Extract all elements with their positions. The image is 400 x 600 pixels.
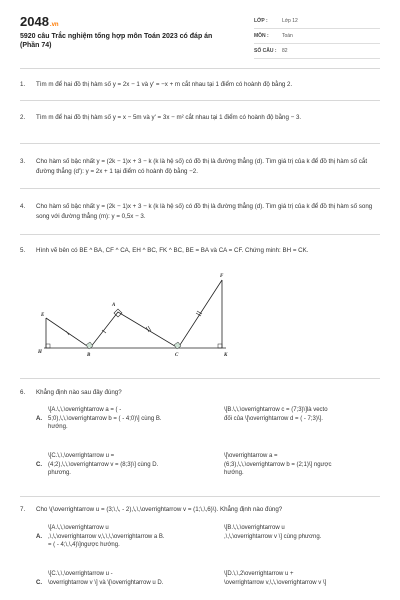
meta-class-value: Lớp 12 bbox=[282, 18, 298, 24]
divider bbox=[20, 234, 380, 235]
question-1 bbox=[20, 80, 380, 90]
divider bbox=[20, 68, 380, 69]
divider bbox=[20, 378, 380, 379]
document-header bbox=[20, 14, 380, 74]
question-4 bbox=[20, 202, 380, 222]
document-title: 5920 câu Trắc nghiệm tổng hợp môn Toán 2023 có đáp án (Phần 74) bbox=[20, 33, 213, 49]
option-text-line: (6;3),\,\,\overrightarrow b = (2;1)\] ngược bbox=[224, 461, 332, 468]
segment-ebaccf bbox=[46, 280, 222, 348]
question-number: 4. bbox=[20, 203, 26, 210]
label-f: F bbox=[220, 274, 224, 279]
option-text-line: hướng. bbox=[224, 470, 244, 476]
option-text-line: \[A.\,\,\overrightarrow a = ( - bbox=[48, 407, 122, 413]
option-c[interactable] bbox=[36, 452, 204, 478]
right-angle-k bbox=[218, 344, 222, 348]
option-c[interactable] bbox=[36, 570, 204, 587]
option-text-line: \[B.\,\,\overrightarrow u bbox=[224, 525, 285, 531]
question-number: 2. bbox=[20, 114, 26, 121]
meta-subject-row bbox=[254, 29, 380, 44]
label-a: A bbox=[112, 303, 116, 308]
meta-subject-label: MÔN : bbox=[254, 33, 269, 39]
option-letter: C. bbox=[36, 461, 42, 468]
meta-class-label: LỚP : bbox=[254, 18, 268, 24]
question-number: 6. bbox=[20, 389, 26, 396]
label-h: H bbox=[38, 350, 42, 355]
option-letter: A. bbox=[36, 533, 42, 540]
option-text-line: ,\,\,\overrightarrow v,\,\,\,\overrightarrow a B. bbox=[48, 533, 165, 540]
option-text-line: \[D.\,\,2\overrightarrow u + bbox=[224, 571, 294, 577]
option-text-line: (4;2),\,\,\overrightarrow v = (8;3)\] cùng D. bbox=[48, 461, 159, 468]
question-number: 1. bbox=[20, 81, 26, 88]
option-text-line: \[B.\,\,\overrightarrow c = (7;3)\]là vecto bbox=[224, 407, 328, 413]
question-6 bbox=[20, 388, 380, 398]
question-7-options bbox=[36, 524, 380, 600]
question-text: Cho hàm số bậc nhất y = (2k − 1)x + 3 − k (k là hệ số) có đồ thị là đường thẳng (d). Tìm giá trị của k để đồ thị hàm số cắt đường thẳng (d'): y = 2x + 1 tại điểm có hoành độ bằng −2. bbox=[36, 158, 368, 175]
option-text-line: hướng. bbox=[48, 424, 68, 430]
question-number: 7. bbox=[20, 506, 26, 513]
question-text: Tìm m để hai đồ thị hàm số y = 2x − 1 và y' = −x + m cắt nhau tại 1 điểm có hoành độ bằng 2. bbox=[36, 81, 293, 88]
option-text-line: = ( - 4;\,\,4)\]ngược hướng. bbox=[48, 542, 120, 548]
question-6-options bbox=[36, 406, 380, 492]
option-d[interactable] bbox=[212, 570, 380, 587]
question-7 bbox=[20, 505, 380, 515]
option-text-line: \[C.\,\,\overrightarrow u = bbox=[48, 453, 115, 459]
label-e: E bbox=[41, 313, 45, 318]
question-5 bbox=[20, 246, 380, 256]
option-d[interactable] bbox=[212, 452, 380, 478]
label-b: B bbox=[87, 353, 91, 358]
divider bbox=[20, 188, 380, 189]
option-text-line: \[\overrightarrow a = bbox=[224, 453, 278, 459]
right-angle-h bbox=[46, 344, 50, 348]
option-text-line: \overrightarrow v \] và \[\overrightarrow u D. bbox=[48, 579, 164, 586]
option-text-line: \overrightarrow v,\,\,\overrightarrow v \] bbox=[224, 579, 327, 586]
meta-class-row bbox=[254, 14, 380, 29]
label-k: K bbox=[224, 353, 228, 358]
option-text-line: phương. bbox=[48, 470, 71, 476]
meta-subject-value: Toán bbox=[282, 33, 293, 39]
option-text-line: ,\,\,\overrightarrow v \] cùng phương. bbox=[224, 533, 322, 540]
meta-count-value: 82 bbox=[282, 48, 288, 54]
question-number: 5. bbox=[20, 247, 26, 254]
option-b[interactable] bbox=[212, 406, 380, 423]
option-text-line: đối của \[\overrightarrow d = ( - 7;3)\]. bbox=[224, 415, 323, 422]
option-a[interactable] bbox=[36, 406, 204, 432]
divider bbox=[20, 496, 380, 497]
meta-count-label: SỐ CÂU : bbox=[254, 48, 277, 54]
question-3 bbox=[20, 157, 380, 177]
option-b[interactable] bbox=[212, 524, 380, 541]
logo-text: 2048 bbox=[20, 14, 49, 29]
question-text: Cho hàm số bậc nhất y = (2k − 1)x + 3 − k (k là hệ số) có đồ thị là đường thẳng (d). Tìm giá trị của k để đồ thị hàm số song song với đường thẳng (m): y = 0,5x − 3. bbox=[36, 203, 373, 220]
meta-count-row bbox=[254, 44, 380, 59]
option-letter: A. bbox=[36, 415, 42, 422]
option-text-line: \[C.\,\,\overrightarrow u - bbox=[48, 571, 113, 577]
divider bbox=[20, 143, 380, 144]
document-meta bbox=[254, 14, 380, 59]
geometry-figure bbox=[30, 268, 240, 364]
question-text: Cho \(\overrightarrow u = (3;\,\, - 2),\,\,\overrightarrow v = (1;\,\,6)\). Khẳng định nào đúng? bbox=[36, 506, 283, 513]
site-logo[interactable] bbox=[20, 14, 59, 29]
option-text-line: 5;0),\,\,\overrightarrow b = ( - 4;0)\] cùng B. bbox=[48, 415, 162, 422]
label-c: C bbox=[175, 353, 179, 358]
question-text: Khẳng định nào sau đây đúng? bbox=[36, 389, 122, 396]
option-letter: C. bbox=[36, 579, 42, 586]
option-text-line: \[A.\,\,\overrightarrow u bbox=[48, 525, 109, 531]
logo-suffix: .vn bbox=[49, 22, 59, 28]
option-a[interactable] bbox=[36, 524, 204, 550]
question-2 bbox=[20, 113, 380, 123]
question-text: Hình vẽ bên có BE ^ BA, CF ^ CA, EH ^ BC, FK ^ BC, BE = BA và CA = CF. Chứng minh: BH = CK. bbox=[36, 247, 309, 254]
question-number: 3. bbox=[20, 158, 26, 165]
question-text: Tìm m để hai đồ thị hàm số y = x − 5m và y' = 3x − m² cắt nhau tại 1 điểm có hoành độ bằng − 3. bbox=[36, 114, 302, 121]
divider bbox=[20, 100, 380, 101]
